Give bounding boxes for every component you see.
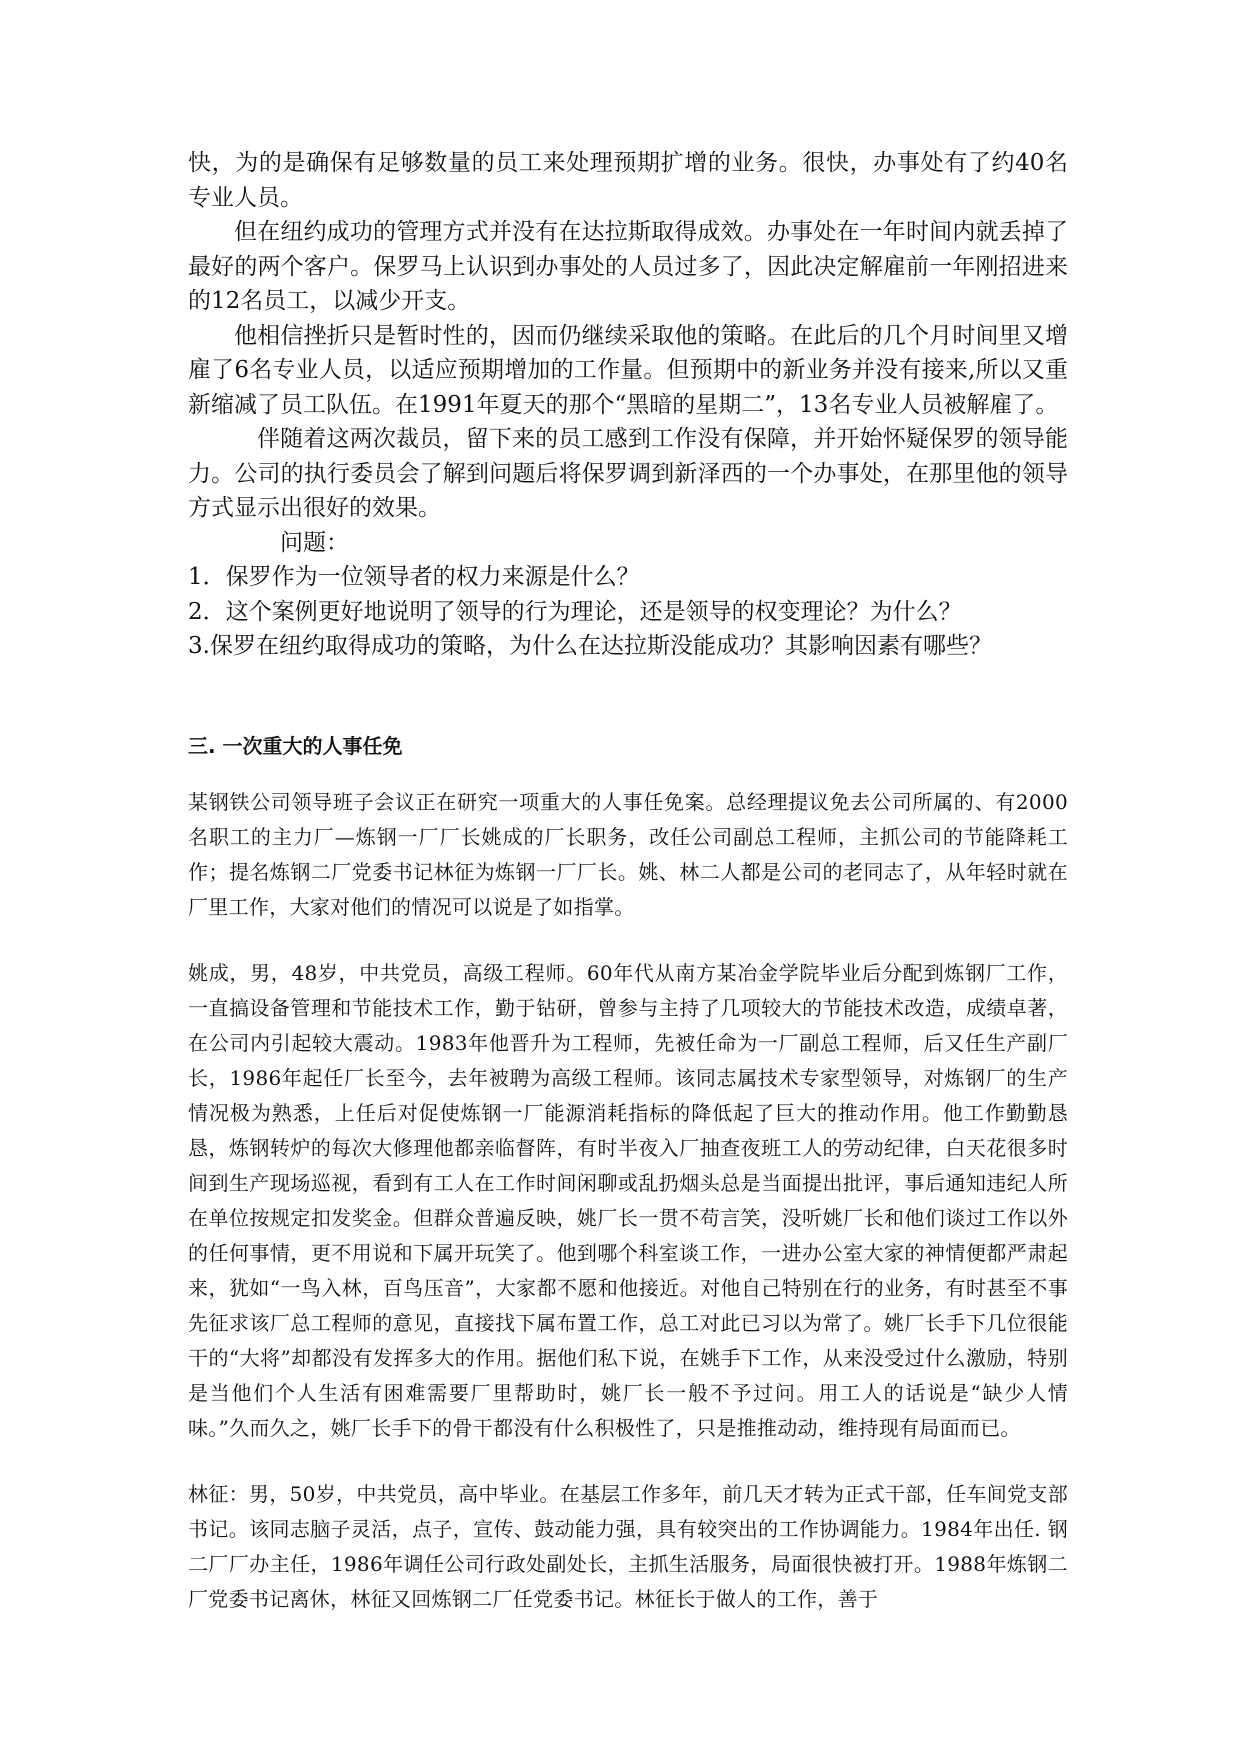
paragraph: 林征：男，50岁，中共党员，高中毕业。在基层工作多年，前几天才转为正式干部，任车间党支部书记。该同志脑子灵活，点子，宣传、鼓动能力强，具有较突出的工作协调能力。1984年出任. 钢二厂厂办主任，1986年调任公司行政处副处长，主抓生活服务，局面很快被打开。1988年炼钢二厂党委书记离休，林征又回炼钢二厂任党委书记。林征长于做人的工作，善于 [188,1482,1068,1611]
question-item: 2．这个案例更好地说明了领导的行为理论，还是领导的权变理论？为什么？ [188,598,962,625]
paragraph: 但在纽约成功的管理方式并没有在达拉斯取得成效。办事处在一年时间内就丢掉了最好的两个客户。保罗马上认识到办事处的人员过多了，因此决定解雇前一年刚招进来的12名员工，以减少开支。 [188,219,1068,314]
question-item: 3.保罗在纽约取得成功的策略，为什么在达拉斯没能成功？其影响因素有哪些？ [188,633,992,659]
case-two-section [188,146,1068,664]
paragraph: 姚成，男，48岁，中共党员，高级工程师。60年代从南方某冶金学院毕业后分配到炼钢厂工作，一直搞设备管理和节能技术工作，勤于钻研，曾参与主持了几项较大的节能技术改造，成绩卓著，在公司内引起较大震动。1983年他晋升为工程师，先被任命为一厂副总工程师，后又任生产副厂长，1986年起任厂长至今，去年被聘为高级工程师。该同志属技术专家型领导，对炼钢厂的生产情况极为熟悉，上任后对促使炼钢一厂能源消耗指标的降低起了巨大的推动作用。他工作勤勤恳恳，炼钢转炉的每次大修理他都亲临督阵，有时半夜入厂抽查夜班工人的劳动纪律，白天花很多时间到生产现场巡视，看到有工人在工作时间闲聊或乱扔烟头总是当面提出批评，事后通知违纪人所在单位按规定扣发奖金。但群众普遍反映，姚厂长一贯不苟言笑，没听姚厂长和他们谈过工作以外的任何事情，更不用说和下属开玩笑了。他到哪个科室谈工作，一进办公室大家的神情便都严肃起来，犹如“一鸟入林，百鸟压音”，大家都不愿和他接近。对他自己特别在行的业务，有时甚至不事先征求该厂总工程师的意见，直接找下属布置工作，总工对此已习以为常了。姚厂长手下几位很能干的“大将”却都没有发挥多大的作用。据他们私下说，在姚手下工作，从来没受过什么激励，特别是当他们个人生活有困难需要厂里帮助时，姚厂长一般不予过问。用工人的话说是“缺少人情味。”久而久之，姚厂长手下的骨干都没有什么积极性了，只是推推动动，维持现有局面而已。 [188,961,1068,1440]
question-item: 1．保罗作为一位领导者的权力来源是什么？ [188,564,640,590]
paragraph: 他相信挫折只是暂时性的，因而仍继续采取他的策略。在此后的几个月时间里又增雇了6名专业人员，以适应预期增加的工作量。但预期中的新业务并没有接来,所以又重新缩减了员工队伍。在1991年夏天的那个“黑暗的星期二”，13名专业人员被解雇了。 [188,322,1068,418]
case-three-section [188,785,1068,1648]
questions-label: 问题： [280,529,349,556]
paragraph: 某钢铁公司领导班子会议正在研究一项重大的人事任免案。总经理提议免去公司所属的、有2000名职工的主力厂—炼钢一厂厂长姚成的厂长职务，改任公司副总工程师，主抓公司的节能降耗工作；提名炼钢二厂党委书记林征为炼钢一厂厂长。姚、林二人都是公司的老同志了，从年轻时就在厂里工作，大家对他们的情况可以说是了如指掌。 [188,790,1068,919]
paragraph: 快，为的是确保有足够数量的员工来处理预期扩增的业务。很快，办事处有了约40名专业人员。 [188,150,1068,211]
paragraph: 伴随着这两次裁员，留下来的员工感到工作没有保障，并开始怀疑保罗的领导能力。公司的执行委员会了解到问题后将保罗调到新泽西的一个办事处，在那里他的领导方式显示出很好的效果。 [188,426,1068,521]
section-heading: 三. 一次重大的人事任免 [188,734,403,758]
